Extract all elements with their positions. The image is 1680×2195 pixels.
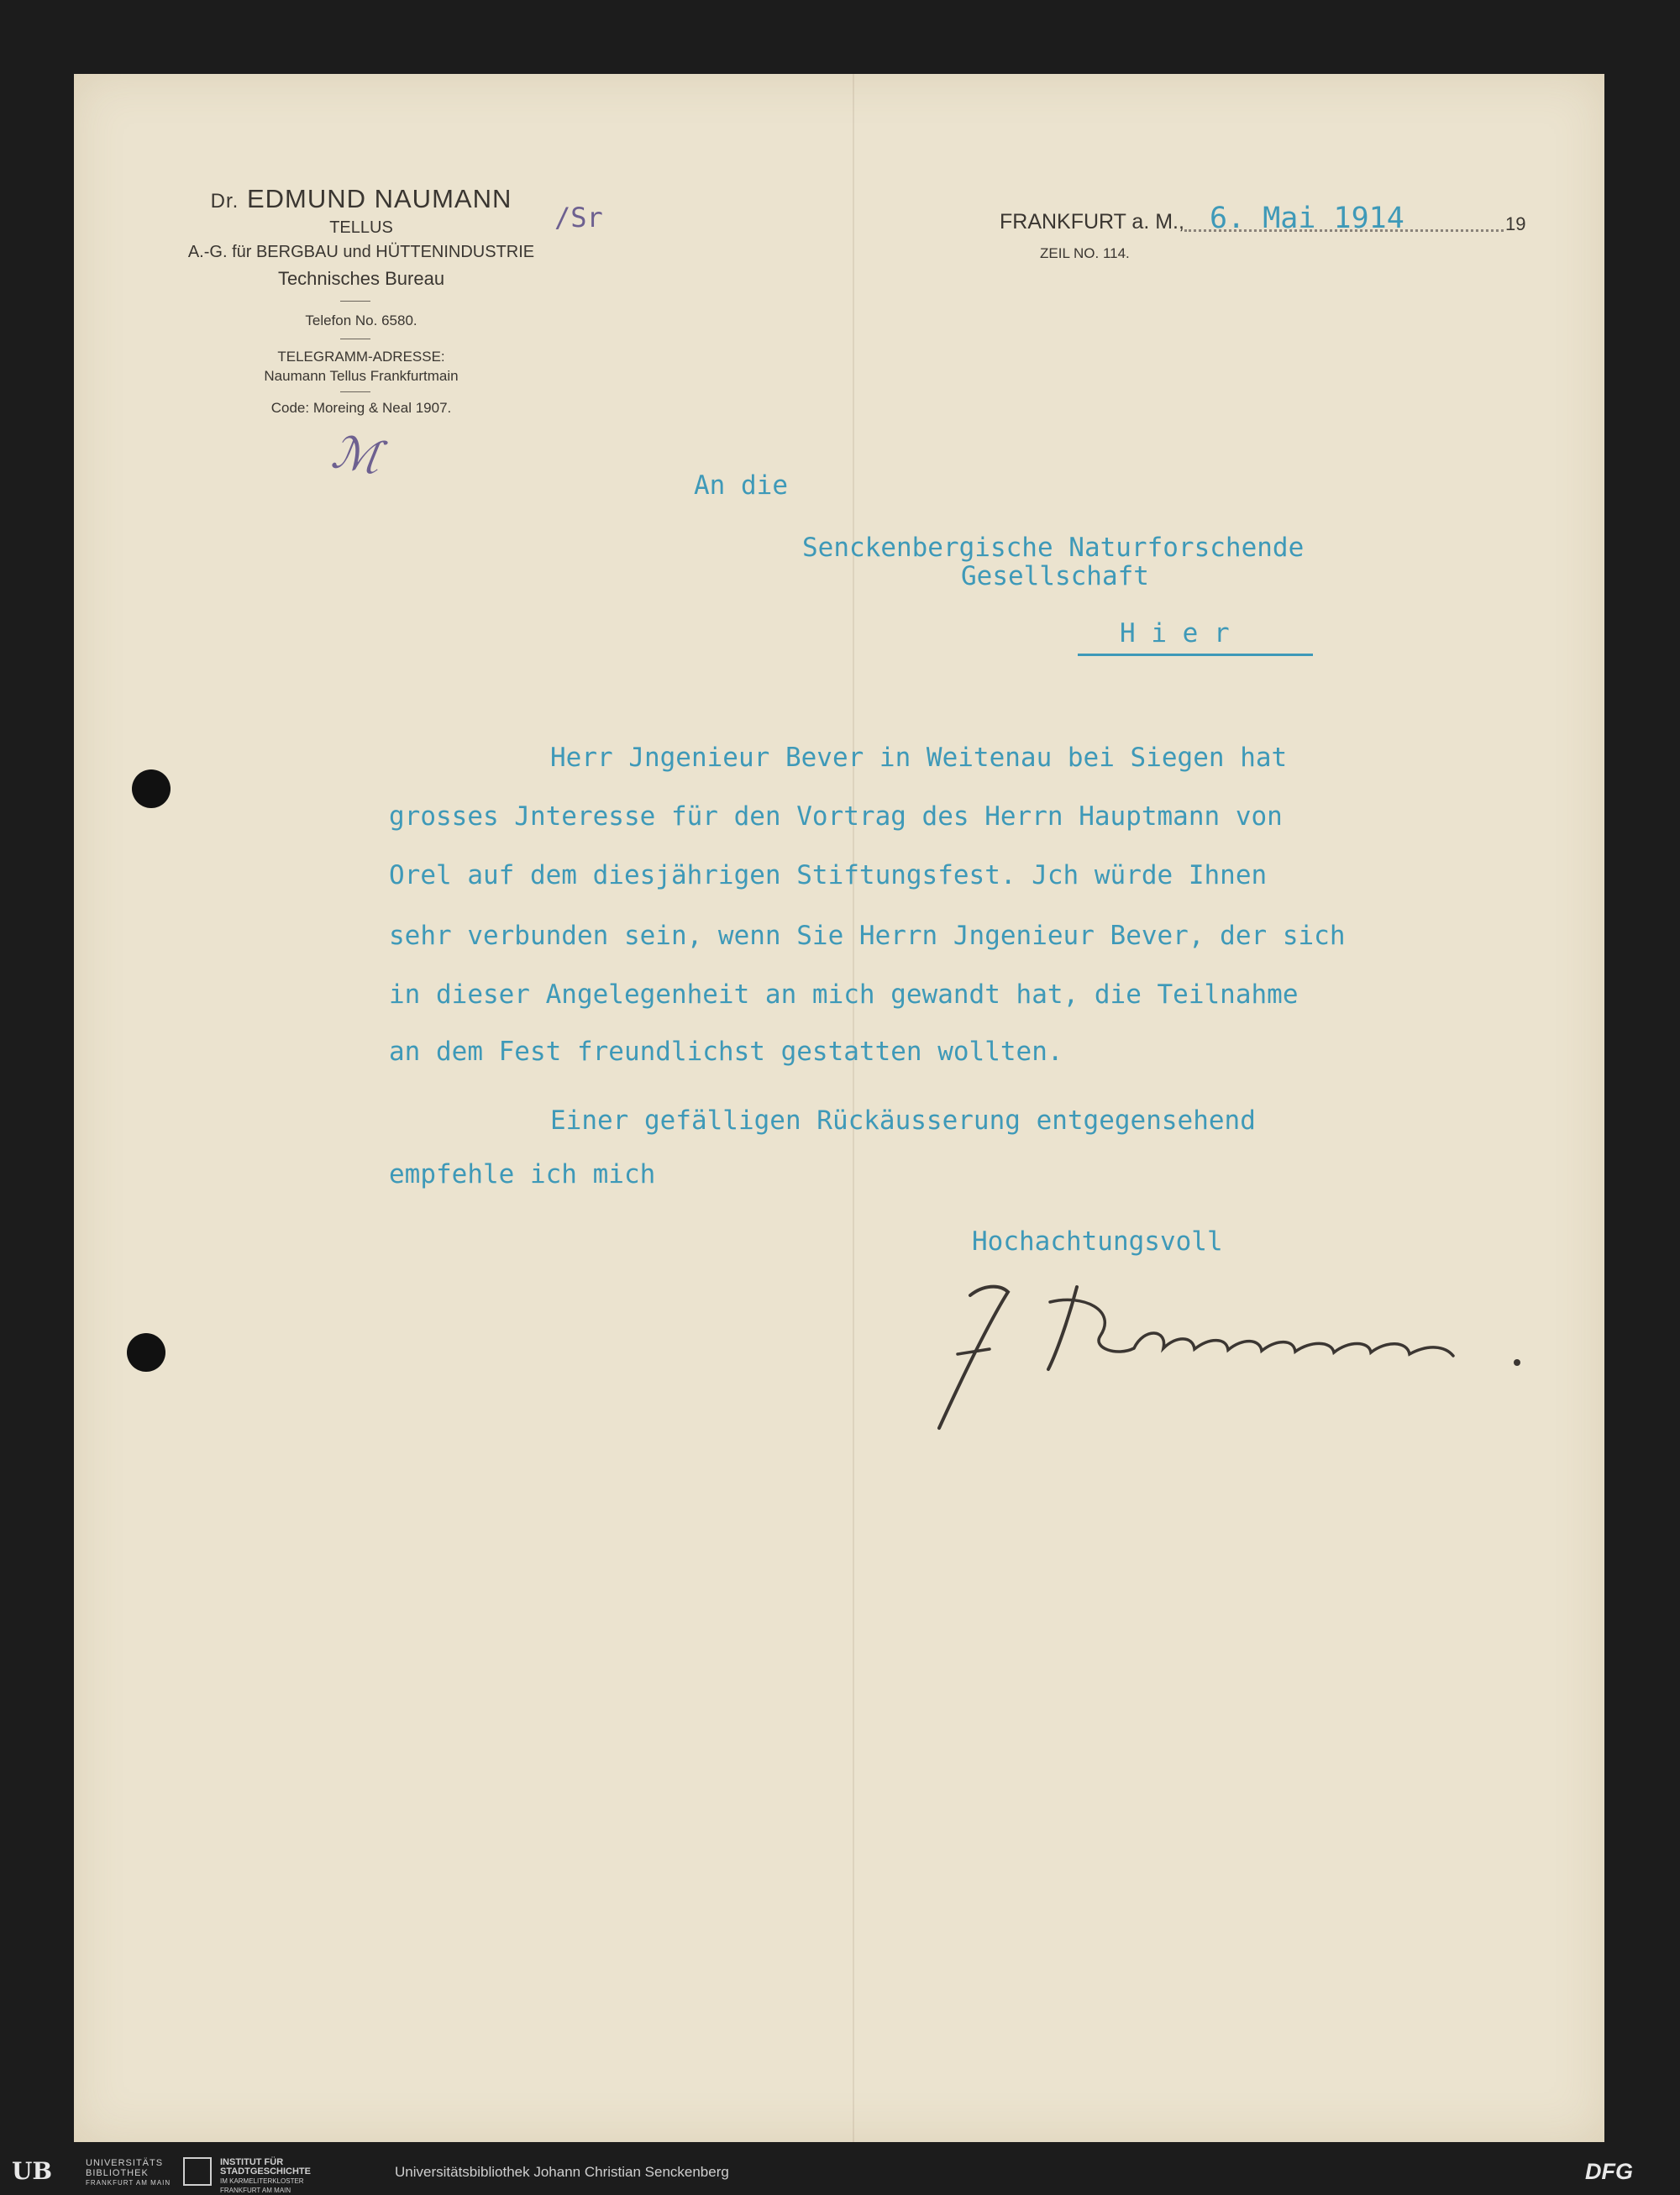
body-line: empfehle ich mich	[389, 1159, 656, 1189]
signature-icon	[924, 1268, 1529, 1436]
inst-line: FRANKFURT AM MAIN	[220, 2187, 291, 2194]
inst-line: INSTITUT FÜR	[220, 2157, 284, 2167]
ub-logo: UB	[12, 2157, 53, 2185]
letterhead-telegram-label: TELEGRAMM-ADRESSE:	[277, 349, 445, 365]
address-line-3: Gesellschaft	[961, 561, 1149, 591]
letterhead-phone: Telefon No. 6580.	[305, 312, 417, 328]
letterhead-name-prefix: Dr.	[210, 190, 239, 213]
letterhead-divider	[340, 391, 370, 392]
institute-logo-icon	[183, 2157, 212, 2186]
letterhead-name-text: EDMUND NAUMANN	[246, 184, 512, 213]
body-line: sehr verbunden sein, wenn Sie Herrn Jngenieur Bever, der sich	[389, 921, 1346, 951]
reference-mark: /Sr	[554, 202, 603, 234]
body-line: Orel auf dem diesjährigen Stiftungsfest. Jch würde Ihnen	[389, 860, 1268, 890]
ub-sub-line: FRANKFURT AM MAIN	[86, 2179, 171, 2187]
handwritten-initial-mark: ℳ	[328, 425, 384, 485]
punch-hole-icon	[127, 1333, 165, 1372]
body-line: Einer gefälligen Rückäusserung entgegensehend	[550, 1105, 1256, 1136]
letterhead-name	[176, 184, 546, 214]
footer-bar	[0, 2152, 1680, 2194]
letterhead-company: TELLUS	[329, 218, 393, 237]
street-address: ZEIL NO. 114.	[1040, 245, 1130, 261]
closing-salutation: Hochachtungsvoll	[972, 1226, 1223, 1257]
address-line-4: H i e r	[1120, 618, 1230, 649]
letterhead-company-line: A.-G. für BERGBAU und HÜTTENINDUSTRIE	[187, 243, 535, 261]
body-line: grosses Jnteresse für den Vortrag des Herrn Hauptmann von	[389, 801, 1283, 832]
letter-date: 6. Mai 1914	[1210, 202, 1404, 235]
address-line-1: An die	[694, 470, 788, 501]
institute-label	[220, 2158, 311, 2195]
library-name: Universitätsbibliothek Johann Christian Senckenberg	[395, 2164, 729, 2180]
ub-sub-line: UNIVERSITÄTS	[86, 2158, 164, 2168]
signature	[924, 1268, 1529, 1441]
dfg-logo: DFG	[1585, 2159, 1633, 2184]
address-line-2: Senckenbergische Naturforschende	[802, 533, 1305, 563]
punch-hole-icon	[132, 769, 171, 808]
inst-line: IM KARMELITERKLOSTER	[220, 2177, 304, 2185]
inst-line: STADTGESCHICHTE	[220, 2166, 311, 2177]
year-prefix: 19	[1505, 213, 1526, 234]
ub-logo-subtitle	[86, 2158, 171, 2188]
letterhead-divider	[340, 301, 370, 302]
letterhead-telegram-address: Naumann Tellus Frankfurtmain	[264, 368, 459, 384]
body-line: an dem Fest freundlichst gestatten wollten.	[389, 1037, 1063, 1067]
letterhead-department: Technisches Bureau	[277, 268, 445, 289]
address-underline	[1078, 654, 1313, 656]
letterhead-code: Code: Moreing & Neal 1907.	[270, 400, 452, 416]
body-line: Herr Jngenieur Bever in Weitenau bei Siegen hat	[550, 743, 1288, 773]
place-label: FRANKFURT a. M.,	[1000, 210, 1184, 234]
ub-sub-line: BIBLIOTHEK	[86, 2168, 149, 2178]
body-line: in dieser Angelegenheit an mich gewandt hat, die Teilnahme	[389, 979, 1299, 1010]
